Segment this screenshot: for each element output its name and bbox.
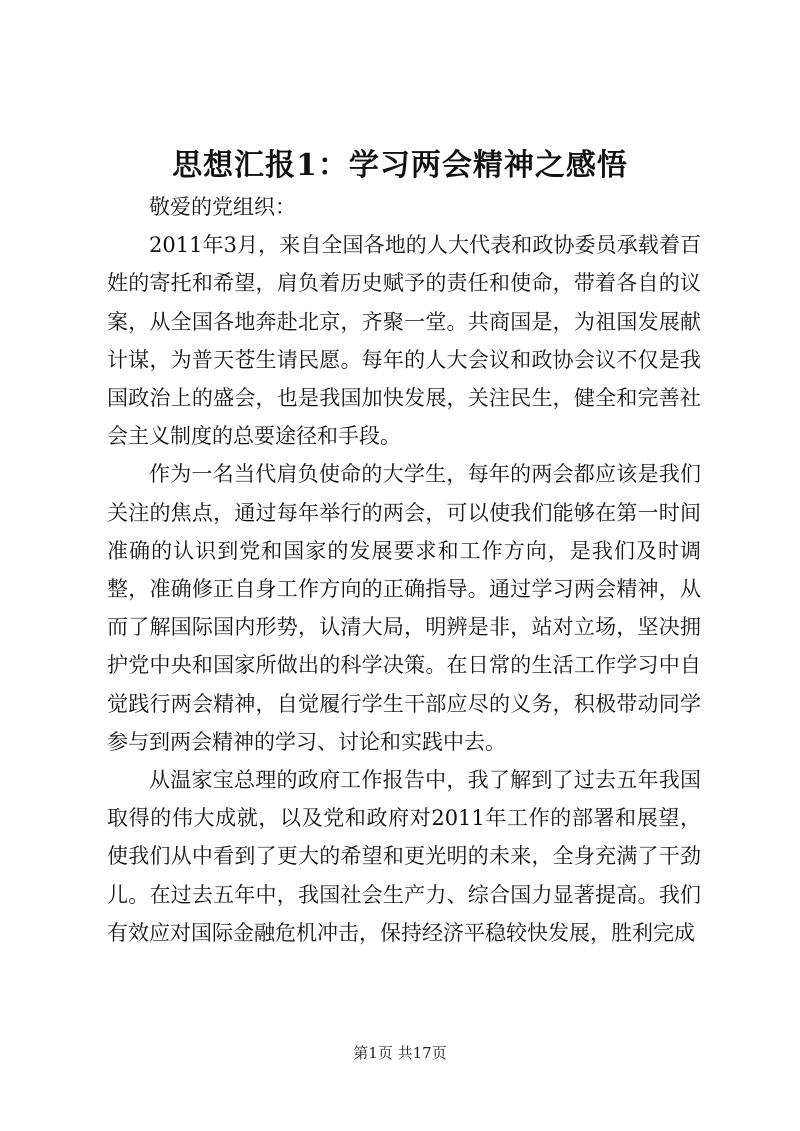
salutation: 敬爱的党组织： [149, 195, 296, 219]
document-body [107, 188, 701, 952]
paragraph-1: 2011年3月，来自全国各地的人大代表和政协委员承载着百姓的寄托和希望，肩负着历史赋予的责任和使命，带着各自的议案，从全国各地奔赴北京，齐聚一堂。共商国是，为祖国发展献计谋，为普天苍生请民愿。每年的人大会议和政协会议不仅是我国政治上的盛会，也是我国加快发展，关注民生，健全和完善社会主义制度的总要途径和手段。 [107, 233, 701, 449]
paragraph-2: 作为一名当代肩负使命的大学生，每年的两会都应该是我们关注的焦点，通过每年举行的两会，可以使我们能够在第一时间准确的认识到党和国家的发展要求和工作方向，是我们及时调整，准确修正自身工作方向的正确指导。通过学习两会精神，从而了解国际国内形势，认清大局，明辨是非，站对立场，坚决拥护党中央和国家所做出的科学决策。在日常的生活工作学习中自觉践行两会精神，自觉履行学生干部应尽的义务，积极带动同学参与到两会精神的学习、讨论和实践中去。 [107, 462, 701, 754]
page-footer: 第1页 共17页 [353, 1044, 447, 1062]
paragraph-3: 从温家宝总理的政府工作报告中，我了解到了过去五年我国取得的伟大成就，以及党和政府对2011年工作的部署和展望，使我们从中看到了更大的希望和更光明的未来，全身充满了干劲儿。在过去五年中，我国社会生产力、综合国力显著提高。我们有效应对国际金融危机冲击，保持经济平稳较快发展，胜利完成 [107, 768, 701, 945]
document-title: 思想汇报1：学习两会精神之感悟 [172, 148, 628, 183]
